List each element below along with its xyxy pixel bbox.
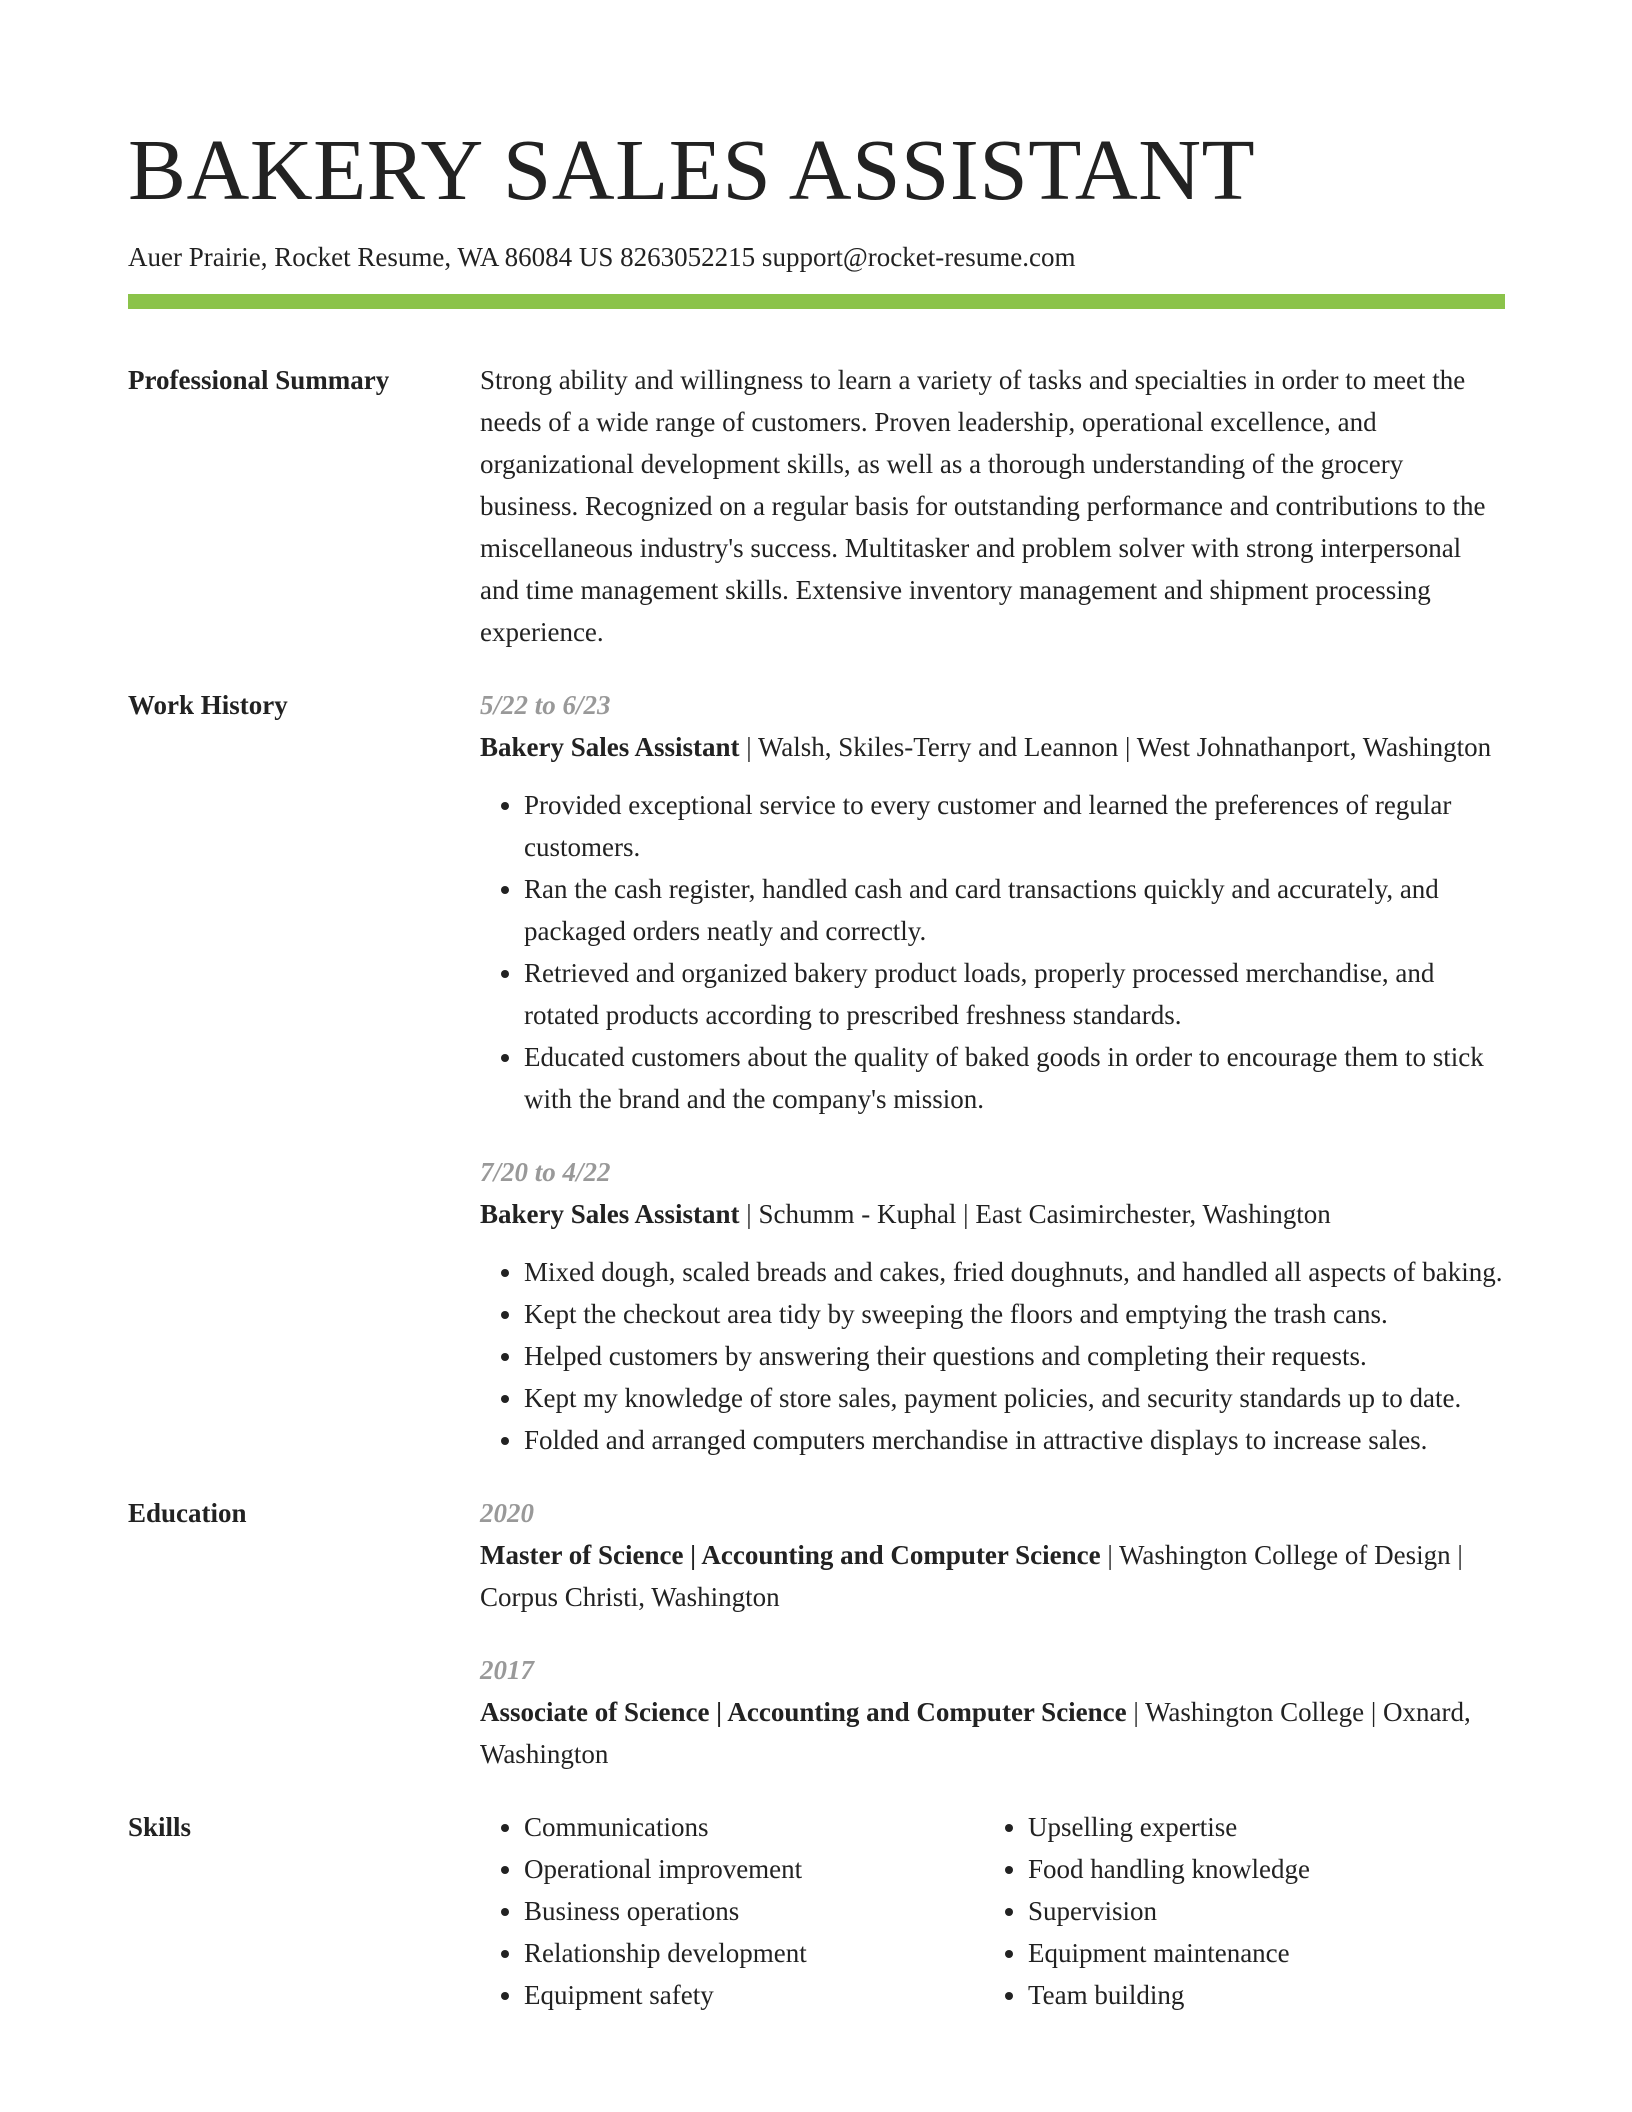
education-heading: [480, 1691, 1505, 1775]
education-entries: [480, 1492, 1505, 1775]
list-item: • Team building: [1028, 1974, 1488, 2016]
list-item: • Mixed dough, scaled breads and cakes, fried doughnuts, and handled all aspects of baking.: [524, 1251, 1505, 1293]
section-label-skills: Skills: [128, 1812, 192, 1842]
job-details: | Schumm - Kuphal | East Casimirchester, Washington: [739, 1199, 1331, 1229]
work-entries: [480, 684, 1505, 1461]
list-item: • Kept my knowledge of store sales, payment policies, and security standards up to date.: [524, 1377, 1505, 1419]
section-label-education: Education: [128, 1498, 247, 1528]
work-bullets: [480, 1251, 1505, 1461]
accent-divider: [128, 294, 1505, 309]
list-item: • Operational improvement: [524, 1848, 984, 1890]
school-details: | Washington College | Oxnard, Washington: [480, 1697, 1471, 1769]
list-item: • Helped customers by answering their questions and completing their requests.: [524, 1335, 1505, 1377]
section-label-work: Work History: [128, 690, 288, 720]
summary-section: [128, 359, 1505, 653]
list-item: • Educated customers about the quality of baked goods in order to encourage them to stick with the brand and the company's mission.: [524, 1036, 1505, 1120]
education-entry: [480, 1492, 1505, 1618]
contact-line: Auer Prairie, Rocket Resume, WA 86084 US 8263052215 support@rocket-resume.com: [128, 242, 1076, 272]
work-entry: [480, 1151, 1505, 1461]
education-entry: [480, 1649, 1505, 1775]
summary-text: Strong ability and willingness to learn a variety of tasks and specialties in order to meet the needs of a wide range of customers. Proven leadership, operational excellence, and organizational development skills, as well as a thorough understanding of the grocery business. Recognized on a regular basis for outstanding performance and contributions to the miscellaneous industry's success. Multitasker and problem solver with strong interpersonal and time management skills. Extensive inventory management and shipment processing experience.: [480, 365, 1486, 647]
work-entry: [480, 684, 1505, 1120]
list-item: • Business operations: [524, 1890, 984, 1932]
job-title: Bakery Sales Assistant: [480, 732, 740, 762]
skills-column-left: [480, 1806, 984, 2016]
list-item: • Supervision: [1028, 1890, 1488, 1932]
list-item: • Folded and arranged computers merchandise in attractive displays to increase sales.: [524, 1419, 1505, 1461]
work-heading: [480, 726, 1505, 768]
section-label-summary: Professional Summary: [128, 365, 390, 395]
list-item: • Equipment maintenance: [1028, 1932, 1488, 1974]
education-year: 2020: [480, 1498, 534, 1528]
work-dates: 5/22 to 6/23: [480, 690, 611, 720]
work-bullets: [480, 784, 1505, 1120]
list-item: • Equipment safety: [524, 1974, 984, 2016]
list-item: • Relationship development: [524, 1932, 984, 1974]
list-item: • Provided exceptional service to every customer and learned the preferences of regular customers.: [524, 784, 1505, 868]
list-item: • Ran the cash register, handled cash and card transactions quickly and accurately, and packaged orders neatly and correctly.: [524, 868, 1505, 952]
list-item: • Communications: [524, 1806, 984, 1848]
work-heading: [480, 1193, 1505, 1235]
resume-title: BAKERY SALES ASSISTANT: [128, 121, 1256, 218]
skills-column-right: [984, 1806, 1488, 2016]
school-details: | Washington College of Design | Corpus Christi, Washington: [480, 1540, 1463, 1612]
education-section: [128, 1492, 1505, 1775]
skills-grid: [480, 1806, 1505, 2016]
list-item: • Upselling expertise: [1028, 1806, 1488, 1848]
list-item: • Kept the checkout area tidy by sweeping the floors and emptying the trash cans.: [524, 1293, 1505, 1335]
degree-title: Master of Science | Accounting and Computer Science: [480, 1540, 1101, 1570]
skills-section: [128, 1806, 1505, 2016]
resume-page: [128, 0, 1505, 2016]
job-details: | Walsh, Skiles-Terry and Leannon | West Johnathanport, Washington: [739, 732, 1492, 762]
education-year: 2017: [480, 1655, 534, 1685]
list-item: • Retrieved and organized bakery product loads, properly processed merchandise, and rotated products according to prescribed freshness standards.: [524, 952, 1505, 1036]
education-heading: [480, 1534, 1505, 1618]
job-title: Bakery Sales Assistant: [480, 1199, 740, 1229]
work-dates: 7/20 to 4/22: [480, 1157, 611, 1187]
list-item: • Food handling knowledge: [1028, 1848, 1488, 1890]
degree-title: Associate of Science | Accounting and Computer Science: [480, 1697, 1127, 1727]
work-history-section: [128, 684, 1505, 1461]
